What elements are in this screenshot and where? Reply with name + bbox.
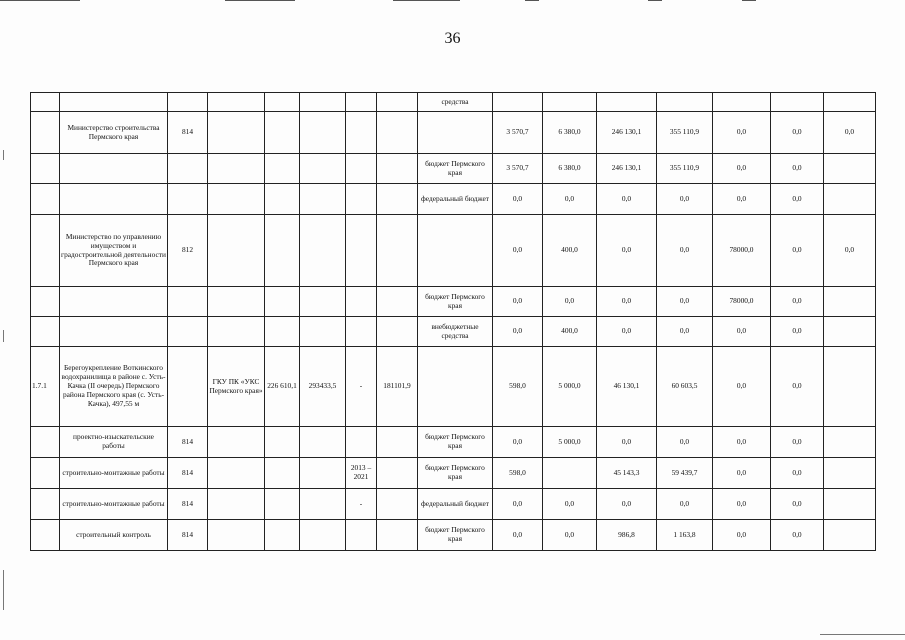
table-cell: 45 143,3 <box>597 458 657 489</box>
table-cell <box>543 93 597 112</box>
scan-edge-mark <box>3 330 4 342</box>
table-cell: строительно-монтажные работы <box>60 489 168 520</box>
table-cell: 0,0 <box>713 184 771 215</box>
table-cell: 814 <box>168 458 208 489</box>
table-cell: 0,0 <box>657 317 713 347</box>
table-cell: Берегоукрепление Воткинского водохранилища в районе с. Усть-Качка (II очередь) Пермского района Пермского края (с. Усть-Качка), 497,55 м <box>60 347 168 427</box>
scan-edge-mark <box>648 0 662 1</box>
table-cell: 814 <box>168 520 208 551</box>
table-cell: 598,0 <box>493 458 543 489</box>
table-cell: 226 610,1 <box>265 347 300 427</box>
table-cell <box>824 317 876 347</box>
table-cell <box>31 93 60 112</box>
table-cell: федеральный бюджет <box>418 184 493 215</box>
table-cell: 812 <box>168 215 208 287</box>
table-cell <box>377 458 418 489</box>
table-cell: 0,0 <box>493 427 543 458</box>
table-cell: 0,0 <box>771 215 824 287</box>
table-cell <box>418 215 493 287</box>
table-cell: бюджет Пермского края <box>418 287 493 317</box>
table-cell <box>265 427 300 458</box>
table-cell <box>346 287 377 317</box>
table-cell <box>208 489 265 520</box>
table-cell <box>31 287 60 317</box>
table-cell: 0,0 <box>543 287 597 317</box>
table-cell: 0,0 <box>713 112 771 154</box>
table-cell <box>208 93 265 112</box>
table-cell <box>346 93 377 112</box>
table-cell: - <box>346 489 377 520</box>
table-cell: 60 603,5 <box>657 347 713 427</box>
table-cell: проектно-изыскательские работы <box>60 427 168 458</box>
table-cell <box>265 317 300 347</box>
table-cell <box>31 317 60 347</box>
table-cell <box>824 154 876 184</box>
table-cell: 1.7.1 <box>31 347 60 427</box>
table-cell <box>265 287 300 317</box>
table-cell <box>31 184 60 215</box>
table-cell <box>377 489 418 520</box>
table-cell <box>31 458 60 489</box>
table-cell: 0,0 <box>597 317 657 347</box>
table-cell: 46 130,1 <box>597 347 657 427</box>
table-cell <box>346 215 377 287</box>
table-cell: федеральный бюджет <box>418 489 493 520</box>
table-cell <box>265 154 300 184</box>
table-cell <box>168 347 208 427</box>
table-cell: 0,0 <box>543 184 597 215</box>
table-cell <box>265 520 300 551</box>
page-number: 36 <box>444 30 461 47</box>
table-cell <box>377 427 418 458</box>
table-row <box>31 347 876 427</box>
table-cell <box>377 215 418 287</box>
table-cell: бюджет Пермского края <box>418 520 493 551</box>
table-cell <box>597 93 657 112</box>
table-cell: 5 000,0 <box>543 427 597 458</box>
table-cell <box>418 112 493 154</box>
table-cell: 0,0 <box>713 427 771 458</box>
table-cell <box>377 520 418 551</box>
table-cell: 0,0 <box>771 317 824 347</box>
table-cell: 0,0 <box>543 489 597 520</box>
table-cell: 78000,0 <box>713 287 771 317</box>
table-cell <box>265 184 300 215</box>
table-row <box>31 520 876 551</box>
table-cell: 0,0 <box>824 112 876 154</box>
table-cell <box>824 347 876 427</box>
table-cell <box>377 184 418 215</box>
table-cell <box>31 154 60 184</box>
table-cell: 0,0 <box>713 154 771 184</box>
table-cell: 2013 – 2021 <box>346 458 377 489</box>
table-cell: 0,0 <box>771 287 824 317</box>
table-cell <box>657 93 713 112</box>
table-cell <box>824 520 876 551</box>
table-cell: 986,8 <box>597 520 657 551</box>
table-cell: 0,0 <box>771 520 824 551</box>
table-cell: 0,0 <box>493 317 543 347</box>
table-cell: 3 570,7 <box>493 112 543 154</box>
table-cell: 6 380,0 <box>543 154 597 184</box>
table-cell <box>418 347 493 427</box>
table-cell <box>60 93 168 112</box>
table-cell: 3 570,7 <box>493 154 543 184</box>
table-row <box>31 427 876 458</box>
table-cell <box>300 458 346 489</box>
table-cell <box>60 317 168 347</box>
table-cell: 0,0 <box>713 520 771 551</box>
table-cell: 0,0 <box>597 427 657 458</box>
table-cell: 0,0 <box>824 215 876 287</box>
table-row <box>31 112 876 154</box>
table-cell <box>31 520 60 551</box>
scan-edge-mark <box>225 0 295 1</box>
table-cell: 0,0 <box>493 520 543 551</box>
table-cell: 0,0 <box>493 287 543 317</box>
table-cell <box>543 458 597 489</box>
table-cell: 0,0 <box>713 458 771 489</box>
table-cell <box>208 112 265 154</box>
table-cell <box>346 317 377 347</box>
table-cell: Министерство по управлению имуществом и градостроительной деятельности Пермского края <box>60 215 168 287</box>
table-cell <box>346 427 377 458</box>
table-cell <box>60 154 168 184</box>
table-cell <box>208 317 265 347</box>
table-row <box>31 184 876 215</box>
table-cell: 355 110,9 <box>657 112 713 154</box>
table-cell <box>300 520 346 551</box>
table-cell <box>168 287 208 317</box>
table-cell: бюджет Пермского края <box>418 427 493 458</box>
table-cell: 0,0 <box>713 489 771 520</box>
table-cell <box>300 215 346 287</box>
table-cell <box>208 287 265 317</box>
table-cell <box>346 520 377 551</box>
table-cell: 181101,9 <box>377 347 418 427</box>
table-cell <box>300 287 346 317</box>
table-cell: 814 <box>168 489 208 520</box>
table-cell: 0,0 <box>713 347 771 427</box>
scan-edge-mark <box>0 0 80 1</box>
table-cell: 0,0 <box>493 215 543 287</box>
table-cell <box>377 93 418 112</box>
scan-edge-mark <box>820 634 905 635</box>
table-cell <box>208 184 265 215</box>
table-cell <box>60 287 168 317</box>
table-row <box>31 154 876 184</box>
table-cell: 0,0 <box>657 427 713 458</box>
table-cell: 0,0 <box>771 458 824 489</box>
table-cell <box>377 287 418 317</box>
table-cell <box>377 112 418 154</box>
table-cell: 814 <box>168 427 208 458</box>
table-cell: 0,0 <box>493 489 543 520</box>
table-cell <box>713 93 771 112</box>
table-cell <box>824 287 876 317</box>
table-cell <box>824 458 876 489</box>
table-cell: 0,0 <box>771 427 824 458</box>
table-cell <box>265 112 300 154</box>
table-cell <box>31 489 60 520</box>
table-cell <box>208 154 265 184</box>
scan-edge-mark <box>393 0 460 1</box>
table-cell <box>377 317 418 347</box>
table-cell: 78000,0 <box>713 215 771 287</box>
table-cell: 0,0 <box>771 112 824 154</box>
table-cell: 6 380,0 <box>543 112 597 154</box>
table-cell <box>300 317 346 347</box>
table-cell: 0,0 <box>597 215 657 287</box>
table-cell <box>824 427 876 458</box>
table-cell: 293433,5 <box>300 347 346 427</box>
table-cell <box>31 215 60 287</box>
table-row <box>31 317 876 347</box>
table-cell <box>60 184 168 215</box>
scan-edge-mark <box>3 570 4 610</box>
table-cell: бюджет Пермского края <box>418 154 493 184</box>
table-cell: - <box>346 347 377 427</box>
table-cell <box>493 93 543 112</box>
table-cell: 0,0 <box>597 287 657 317</box>
table-row <box>31 215 876 287</box>
table-cell: 0,0 <box>657 287 713 317</box>
table-row <box>31 489 876 520</box>
table-cell: 246 130,1 <box>597 154 657 184</box>
table-cell: 1 163,8 <box>657 520 713 551</box>
table-cell: 0,0 <box>493 184 543 215</box>
scan-edge-mark <box>742 0 756 1</box>
table-cell <box>771 93 824 112</box>
table-cell: строительно-монтажные работы <box>60 458 168 489</box>
table-cell: 0,0 <box>771 154 824 184</box>
table-cell <box>377 154 418 184</box>
table-cell: Министерство строительства Пермского края <box>60 112 168 154</box>
table-cell: 0,0 <box>597 184 657 215</box>
table-cell <box>208 520 265 551</box>
table-cell <box>265 458 300 489</box>
table-cell: 0,0 <box>771 489 824 520</box>
table-cell <box>265 489 300 520</box>
table-cell: 598,0 <box>493 347 543 427</box>
table-cell: строительный контроль <box>60 520 168 551</box>
table-cell: 0,0 <box>657 215 713 287</box>
table-cell <box>265 93 300 112</box>
table-cell <box>300 184 346 215</box>
table-cell: 0,0 <box>543 520 597 551</box>
table-cell: 0,0 <box>771 184 824 215</box>
table-cell: 0,0 <box>771 347 824 427</box>
table-cell: 0,0 <box>657 184 713 215</box>
table-cell <box>168 154 208 184</box>
table-cell: средства <box>418 93 493 112</box>
table-cell: 5 000,0 <box>543 347 597 427</box>
table-cell <box>168 93 208 112</box>
table-cell <box>168 317 208 347</box>
table-cell <box>31 112 60 154</box>
table-cell: 59 439,7 <box>657 458 713 489</box>
table-cell <box>208 215 265 287</box>
table-cell: 355 110,9 <box>657 154 713 184</box>
table-cell: 0,0 <box>657 489 713 520</box>
budget-table <box>30 92 876 551</box>
scan-edge-mark <box>3 150 4 160</box>
table-cell: 400,0 <box>543 317 597 347</box>
table-row <box>31 458 876 489</box>
table-cell <box>265 215 300 287</box>
table-cell <box>300 112 346 154</box>
table-row <box>31 93 876 112</box>
scan-edge-mark <box>525 0 539 1</box>
table-cell <box>208 458 265 489</box>
table-cell <box>300 489 346 520</box>
table-cell: бюджет Пермского края <box>418 458 493 489</box>
table-cell <box>31 427 60 458</box>
table-cell <box>824 93 876 112</box>
table-cell <box>824 184 876 215</box>
table-cell <box>300 93 346 112</box>
table-cell <box>300 154 346 184</box>
table-cell: 246 130,1 <box>597 112 657 154</box>
table-cell: 400,0 <box>543 215 597 287</box>
table-cell <box>346 184 377 215</box>
table-cell: 814 <box>168 112 208 154</box>
table-cell <box>208 427 265 458</box>
table-cell <box>824 489 876 520</box>
table-cell <box>346 154 377 184</box>
table-cell: 0,0 <box>713 317 771 347</box>
table-cell: внебюджетные средства <box>418 317 493 347</box>
table-cell: 0,0 <box>597 489 657 520</box>
table-cell: ГКУ ПК «УКС Пермского края» <box>208 347 265 427</box>
table-cell <box>300 427 346 458</box>
table-cell <box>168 184 208 215</box>
table-row <box>31 287 876 317</box>
table-cell <box>346 112 377 154</box>
